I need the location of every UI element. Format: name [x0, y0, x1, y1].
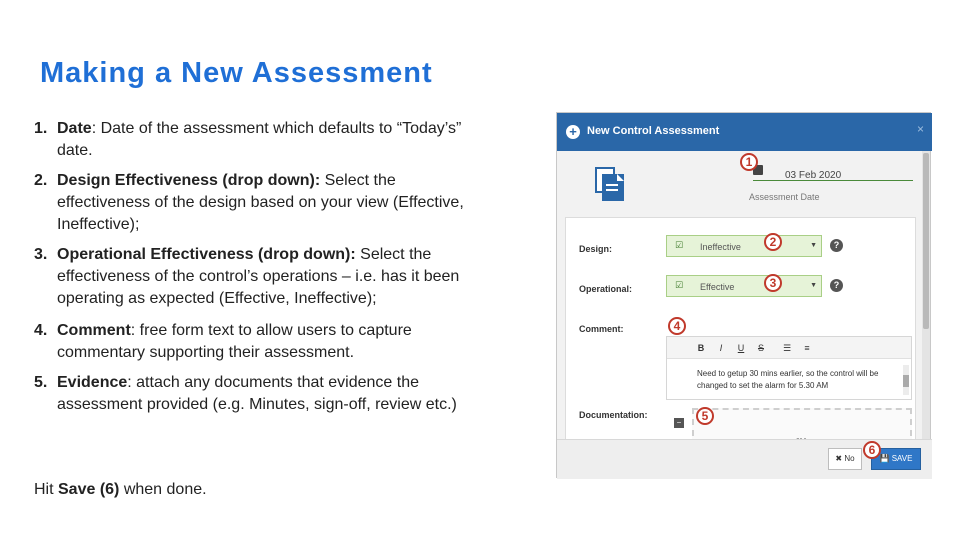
chevron-down-icon: ▼ — [810, 242, 817, 249]
callout-marker-4: 4 — [668, 317, 686, 335]
italic-button[interactable]: I — [719, 343, 723, 353]
comment-text[interactable]: Need to getup 30 mins earlier, so the control will be changed to set the alarm for 5.30 AM — [697, 369, 879, 390]
step-evidence — [34, 372, 484, 416]
step-term: Operational Effectiveness (drop down): — [57, 246, 356, 263]
save-instruction-suffix: when done. — [119, 481, 207, 498]
callout-marker-2: 2 — [764, 233, 782, 251]
document-icon — [595, 167, 625, 201]
callout-marker-1: 1 — [740, 153, 758, 171]
close-icon[interactable]: × — [916, 122, 924, 136]
callout-marker-6: 6 — [863, 441, 881, 459]
help-icon[interactable]: ? — [830, 279, 843, 292]
step-number: 2. — [34, 172, 48, 189]
check-icon: ☑ — [675, 240, 684, 250]
assessment-form — [565, 217, 916, 447]
operational-select-value: Effective — [700, 282, 735, 292]
step-number: 5. — [34, 374, 48, 391]
assessment-date-label: Assessment Date — [749, 192, 820, 202]
step-term: Evidence — [57, 374, 128, 391]
dialog-scrollbar[interactable] — [922, 151, 930, 439]
operational-select[interactable] — [666, 275, 822, 297]
editor-scrollbar[interactable] — [903, 365, 909, 395]
no-button[interactable]: ✖ No — [828, 448, 862, 470]
bold-button[interactable]: B — [697, 343, 705, 353]
design-label: Design: — [579, 244, 613, 254]
chevron-down-icon: ▼ — [810, 282, 817, 289]
callout-marker-3: 3 — [764, 274, 782, 292]
dialog-title: New Control Assessment — [587, 125, 720, 137]
dialog-header — [557, 113, 932, 151]
step-text: Select the effectiveness of the design based on your view (Effective, Ineffective); — [57, 172, 464, 233]
step-number: 3. — [34, 246, 48, 263]
step-operational — [34, 244, 484, 310]
comment-editor[interactable] — [666, 336, 912, 400]
step-design — [34, 170, 484, 236]
step-number: 1. — [34, 120, 48, 137]
collapse-icon[interactable]: − — [674, 418, 684, 428]
slide-title: Making a New Assessment — [40, 57, 433, 89]
numbered-list-button[interactable]: ≡ — [804, 343, 810, 353]
assessment-date-input[interactable] — [753, 163, 913, 181]
save-instruction-emphasis: Save (6) — [58, 481, 120, 498]
help-icon[interactable]: ? — [830, 239, 843, 252]
design-select[interactable] — [666, 235, 822, 257]
documentation-label: Documentation: — [579, 410, 648, 420]
callout-marker-5: 5 — [696, 407, 714, 425]
save-button[interactable]: 💾 SAVE — [871, 448, 921, 470]
editor-toolbar — [667, 337, 911, 359]
comment-label: Comment: — [579, 324, 624, 334]
plus-circle-icon: + — [566, 125, 580, 139]
check-icon: ☑ — [675, 280, 684, 290]
step-text: : attach any documents that evidence the assessment provided (e.g. Minutes, sign-off, review etc.) — [57, 374, 457, 413]
bullet-list-button[interactable]: ☰ — [782, 343, 792, 353]
step-number: 4. — [34, 322, 48, 339]
step-term: Design Effectiveness (drop down): — [57, 172, 321, 189]
step-text: : Date of the assessment which defaults to “Today’s” date. — [57, 120, 462, 159]
step-text: Select the effectiveness of the control’s operations – i.e. has it been operating as expected (Effective, Ineffective); — [57, 246, 460, 307]
step-date — [34, 118, 484, 162]
operational-label: Operational: — [579, 284, 633, 294]
step-term: Date — [57, 120, 92, 137]
design-select-value: Ineffective — [700, 242, 741, 252]
assessment-date-value: 03 Feb 2020 — [785, 170, 842, 181]
save-instruction — [34, 481, 207, 499]
step-comment — [34, 320, 484, 364]
save-instruction-prefix: Hit — [34, 481, 58, 498]
step-text: : free form text to allow users to capture commentary supporting their assessment. — [57, 322, 412, 361]
strikethrough-button[interactable]: S — [757, 343, 764, 353]
step-term: Comment — [57, 322, 131, 339]
underline-button[interactable]: U — [737, 343, 745, 353]
dialog-body — [557, 151, 924, 439]
